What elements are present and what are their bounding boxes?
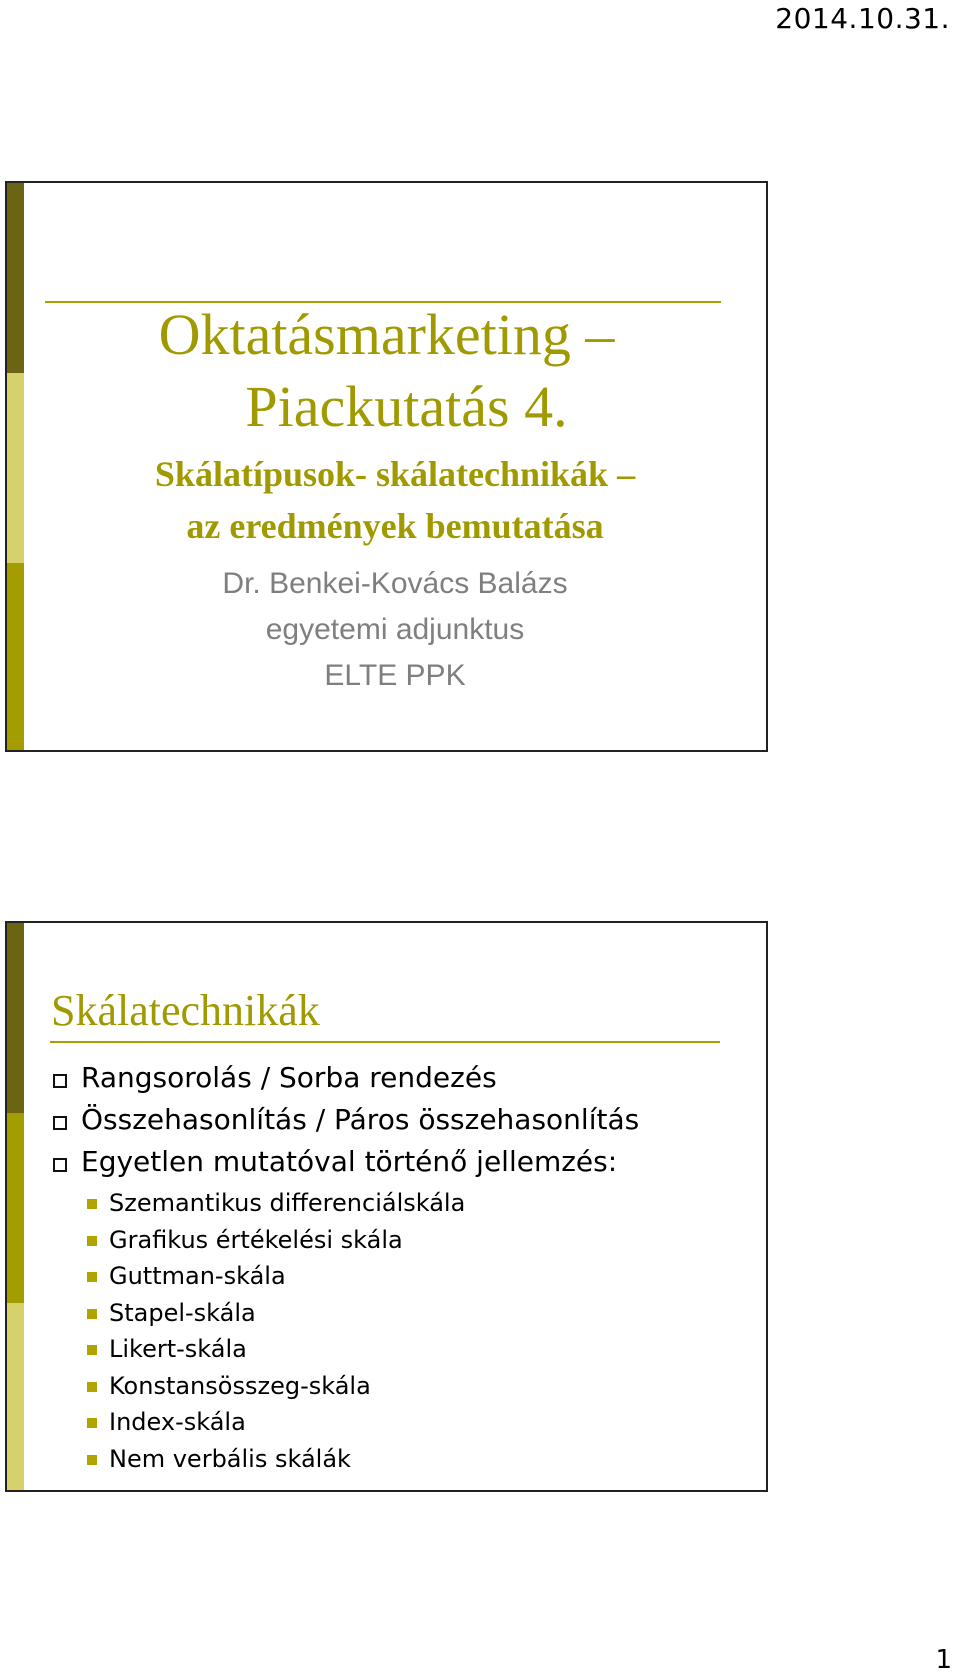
sub-list-item-text: Grafikus értékelési skála [109, 1225, 403, 1254]
filled-square-bullet-icon [87, 1418, 97, 1428]
sub-list-item [87, 1331, 465, 1368]
list-item-text: Rangsorolás / Sorba rendezés [81, 1061, 497, 1094]
list-item-text: Egyetlen mutatóval történő jellemzés: [81, 1145, 618, 1178]
sub-list-item-text: Konstansösszeg-skála [109, 1371, 371, 1400]
page-number: 1 [935, 1645, 952, 1675]
sub-list-item [87, 1185, 465, 1222]
author-name: Dr. Benkei-Kovács Balázs [222, 567, 568, 600]
filled-square-bullet-icon [87, 1455, 97, 1465]
heading-rule [50, 1041, 720, 1043]
list-item-text: Összehasonlítás / Páros összehasonlítás [81, 1103, 640, 1136]
filled-square-bullet-icon [87, 1382, 97, 1392]
slide-scale-techniques [5, 921, 768, 1492]
filled-square-bullet-icon [87, 1272, 97, 1282]
slide-sidebar-decoration [7, 923, 24, 1490]
filled-square-bullet-icon [87, 1236, 97, 1246]
hollow-square-bullet-icon [53, 1158, 67, 1172]
sub-list-item-text: Nem verbális skálák [109, 1444, 351, 1473]
sub-list-item [87, 1404, 465, 1441]
sub-list-item [87, 1258, 465, 1295]
author-position: egyetemi adjunktus [265, 613, 525, 646]
list-item [53, 1141, 639, 1183]
sub-list-item [87, 1295, 465, 1332]
sub-bullet-list [87, 1185, 465, 1477]
sub-list-item-text: Index-skála [109, 1408, 246, 1436]
document-date: 2014.10.31. [775, 2, 950, 35]
hollow-square-bullet-icon [53, 1116, 67, 1130]
list-item [53, 1099, 639, 1141]
filled-square-bullet-icon [87, 1345, 97, 1355]
sub-list-item [87, 1441, 465, 1478]
sub-list-item-text: Szemantikus differenciálskála [109, 1189, 466, 1217]
filled-square-bullet-icon [87, 1199, 97, 1209]
slide-subtitle-line2: az eredmények bemutatása [186, 506, 604, 546]
slide-title [5, 181, 768, 752]
slide-subtitle-line1: Skálatípusok- skálatechnikák – [154, 454, 636, 494]
filled-square-bullet-icon [87, 1309, 97, 1319]
slide-heading: Skálatechnikák [51, 986, 320, 1035]
bullet-list [53, 1057, 639, 1183]
sub-list-item-text: Guttman-skála [109, 1262, 286, 1290]
sub-list-item [87, 1368, 465, 1405]
slide-title-line2: Piackutatás 4. [245, 374, 568, 439]
slide-sidebar-decoration [7, 183, 24, 750]
sub-list-item-text: Likert-skála [109, 1335, 247, 1363]
hollow-square-bullet-icon [53, 1074, 67, 1088]
slide-title-line1: Oktatásmarketing – [158, 302, 615, 367]
sub-list-item-text: Stapel-skála [109, 1298, 256, 1327]
sub-list-item [87, 1222, 465, 1259]
list-item [53, 1057, 639, 1099]
author-institution: ELTE PPK [324, 659, 466, 692]
